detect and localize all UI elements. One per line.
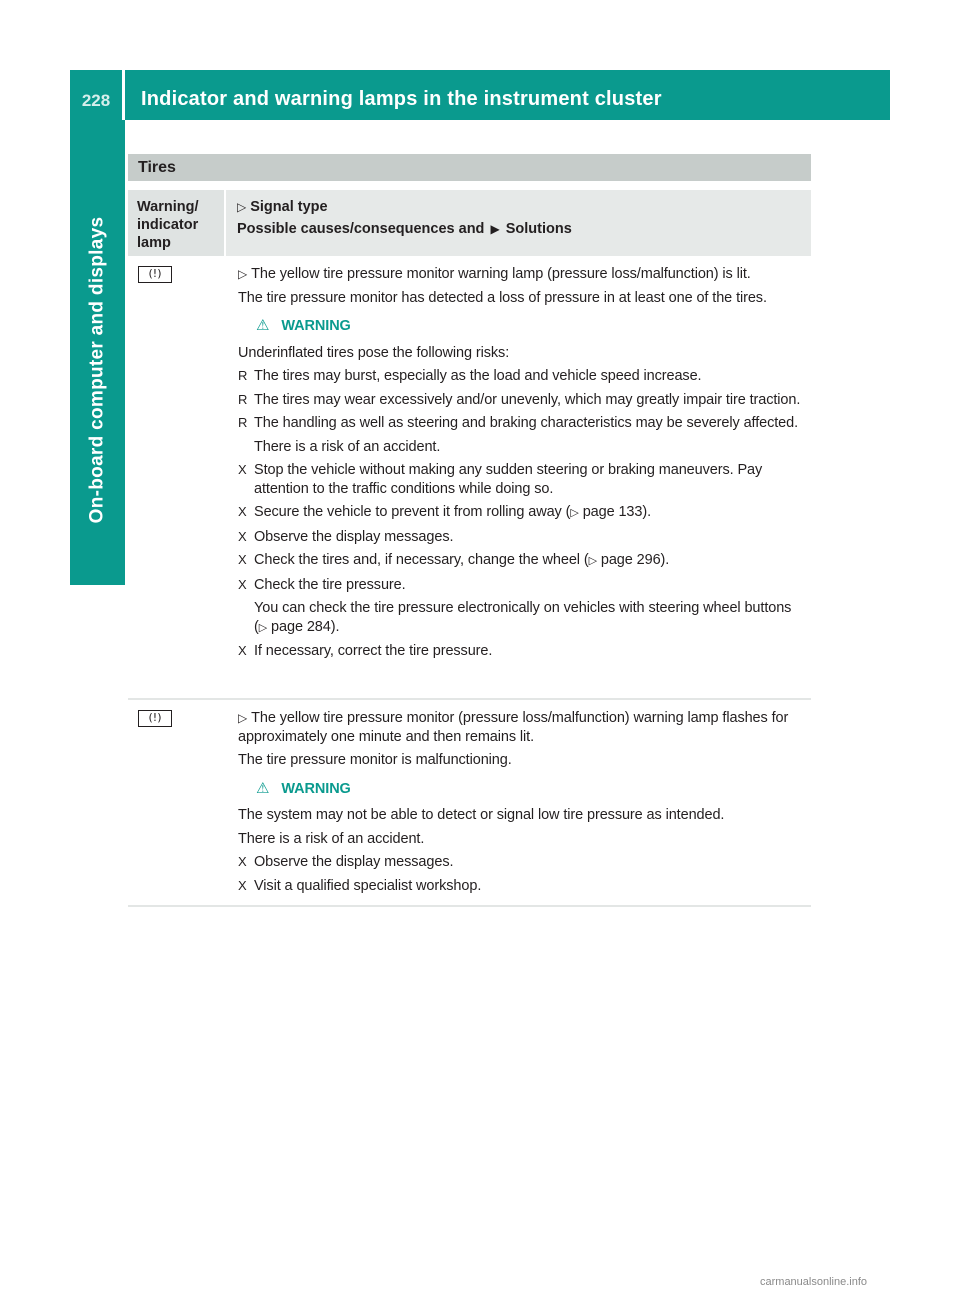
col2-line2 (237, 221, 811, 237)
page-ref-link[interactable]: page 133). (582, 504, 652, 520)
header-title: Indicator and warning lamps in the instrument cluster (141, 87, 662, 110)
tire-pressure-lamp-icon: (!) (138, 266, 172, 283)
section-title: Tires (128, 154, 811, 181)
page-ref-icon: ▷ (570, 507, 579, 519)
bullet-text: The tires may wear excessively and/or unevenly, which may greatly impair tire traction. (254, 391, 801, 408)
step-text: Stop the vehicle without making any sudden steering or braking maneuvers. Pay attention to the traffic conditions while doing so. (254, 462, 763, 497)
step-text: Check the tire pressure. (254, 576, 406, 593)
signal-line (238, 709, 811, 746)
cause-text: The tire pressure monitor is malfunctioning. (238, 752, 512, 768)
step-note (238, 599, 811, 637)
step-item (238, 551, 811, 571)
table-row (128, 700, 811, 907)
step-icon: X (238, 552, 247, 567)
row-content (238, 265, 811, 666)
side-tab-label: On-board computer and displays (86, 216, 107, 524)
step-item (238, 642, 811, 661)
signal-text: The yellow tire pressure monitor warning lamp (pressure loss/malfunction) is lit. (251, 266, 751, 282)
step-icon: X (238, 462, 247, 477)
row-content (238, 709, 811, 900)
signal-type-icon: ▷ (237, 200, 247, 214)
col2-causes-label: Possible causes/consequences and (237, 221, 485, 237)
column-header-lamp (128, 190, 224, 256)
step-item (238, 576, 811, 595)
col2-line1 (237, 199, 811, 215)
cause-text: The tire pressure monitor has detected a loss of pressure in at least one of the tires. (238, 289, 767, 306)
page-ref-icon: ▷ (588, 555, 597, 567)
page-ref-link[interactable]: page 284). (271, 618, 340, 635)
bullet-icon: R (238, 391, 248, 407)
tire-pressure-lamp-icon: (!) (138, 710, 172, 727)
side-tab-label-wrap (75, 165, 119, 575)
risks-intro: Underinflated tires pose the following risks: (238, 344, 510, 361)
col2-solutions-label: Solutions (505, 221, 572, 237)
step-icon: X (238, 877, 247, 893)
bullet-icon: R (238, 415, 248, 430)
step-item (238, 528, 811, 547)
step-icon: X (238, 576, 247, 592)
signal-line (238, 265, 811, 284)
risk-text: The system may not be able to detect or signal low tire pressure as intended. (238, 807, 725, 823)
step-text: Observe the display messages. (254, 528, 454, 545)
step-item (238, 877, 811, 896)
bullet-text: The tires may burst, especially as the load and vehicle speed increase. (254, 368, 702, 384)
step-text: If necessary, correct the tire pressure. (254, 643, 493, 659)
solution-icon: ▶ (490, 222, 500, 236)
warning-heading (256, 780, 811, 799)
step-icon: X (238, 528, 247, 544)
page-ref-link[interactable]: page 296). (600, 552, 670, 568)
watermark: carmanualsonline.info (760, 1276, 868, 1288)
page-ref-icon: ▷ (258, 621, 268, 634)
step-icon: X (238, 504, 247, 519)
page-number: 228 (70, 70, 125, 120)
step-icon: X (238, 854, 247, 869)
list-item (238, 391, 811, 410)
step-item (238, 461, 811, 498)
page-header (70, 70, 890, 120)
signal-text: The yellow tire pressure monitor (pressure loss/malfunction) warning lamp flashes for approximately one minute and then remains lit. (238, 710, 789, 745)
step-text: Observe the display messages. (254, 854, 454, 870)
warning-triangle-icon: ⚠ (256, 779, 270, 797)
step-text: Visit a qualified specialist workshop. (254, 877, 482, 894)
step-text: Secure the vehicle to prevent it from rolling away ( (254, 504, 571, 520)
step-item (238, 853, 811, 872)
step-icon: X (238, 643, 247, 658)
warning-triangle-icon: ⚠ (256, 317, 270, 334)
step-text: Check the tires and, if necessary, change the wheel ( (254, 552, 589, 568)
list-item (238, 414, 811, 433)
list-item (238, 367, 811, 386)
signal-type-icon: ▷ (238, 711, 248, 725)
col1-line: indicator (137, 217, 199, 233)
accident-note: There is a risk of an accident. (238, 830, 425, 847)
bullet-text: The handling as well as steering and braking characteristics may be severely affected. (254, 415, 799, 431)
warning-label: WARNING (281, 780, 351, 797)
table-row (128, 258, 811, 700)
step-note-text: You can check the tire pressure electronically on vehicles with steering wheel buttons ( (254, 600, 792, 635)
step-item (238, 503, 811, 523)
bullet-icon: R (238, 368, 248, 383)
warning-heading (256, 317, 811, 336)
accident-note: There is a risk of an accident. (254, 438, 441, 455)
col1-line: lamp (137, 235, 171, 251)
column-header-description (226, 190, 811, 256)
signal-type-icon: ▷ (238, 267, 248, 281)
col1-line: Warning/ (137, 199, 199, 215)
warning-label: WARNING (281, 318, 351, 334)
col2-signal-label: Signal type (250, 199, 328, 215)
